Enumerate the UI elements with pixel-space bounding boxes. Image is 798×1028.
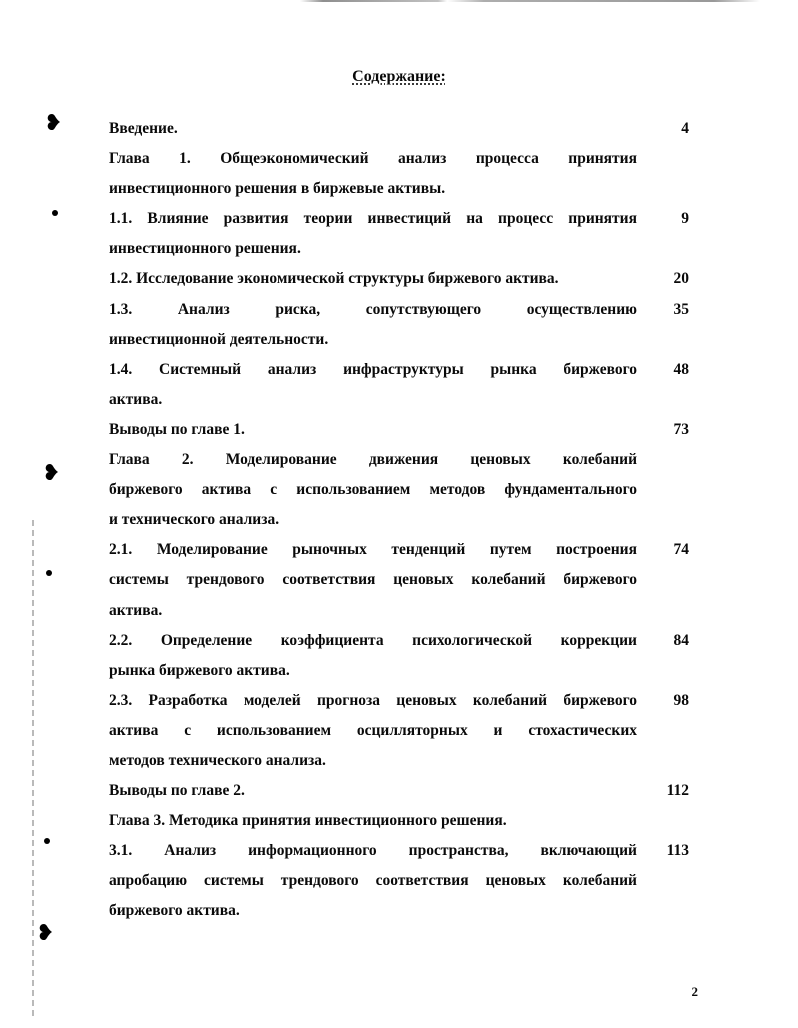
toc-entry	[109, 626, 689, 686]
binder-hole-mark: ❥	[44, 110, 63, 135]
toc-entry-text	[109, 144, 637, 204]
toc-entry-line: рынка биржевого актива.	[109, 661, 290, 679]
toc-entry-line: 2.3. Разработка моделей прогноза ценовых колебаний биржевого	[109, 691, 637, 709]
toc-entry-line: актива с использованием осцилляторных и стохастических	[109, 721, 637, 739]
toc-entry-page: 74	[673, 541, 689, 559]
toc-entry	[109, 144, 689, 204]
toc-entry-line: Выводы по главе 2.	[109, 782, 245, 800]
toc-entry-page: 35	[673, 300, 689, 318]
toc-entry-line: биржевого актива с использованием методов фундаментального	[109, 481, 637, 499]
toc-entry-text	[109, 535, 637, 625]
toc-entry-text	[109, 626, 637, 686]
binder-hole-mark: ❥	[42, 460, 61, 485]
toc-entry-line: Введение.	[109, 120, 178, 137]
toc-entry-line: инвестиционной деятельности.	[109, 330, 329, 348]
toc-entry-text	[109, 806, 637, 836]
toc-entry	[109, 264, 689, 294]
toc-entry	[109, 836, 689, 926]
toc-entry-page: 73	[673, 420, 689, 438]
toc-entry-line: методов технического анализа.	[109, 751, 326, 769]
binder-dot-mark	[52, 210, 58, 216]
toc-entry-line: инвестиционного решения в биржевые активы.	[109, 180, 446, 198]
toc-entry-text	[109, 264, 637, 294]
page-title-text: Содержание:	[352, 68, 446, 85]
toc-entry-text	[109, 836, 637, 926]
toc-entry-line: 1.3. Анализ риска, сопутствующего осуществлению	[109, 300, 637, 318]
toc-entry-line: актива.	[109, 390, 163, 408]
toc-entry-line: Выводы по главе 1.	[109, 420, 245, 438]
toc-entry	[109, 445, 689, 535]
toc-entry-text	[109, 445, 637, 535]
scan-artifact-top	[300, 0, 760, 2]
toc-entry	[109, 415, 689, 445]
toc-entry	[109, 295, 689, 355]
toc-entry	[109, 806, 689, 836]
toc-entry-page: 9	[681, 210, 689, 228]
toc-entry-page: 112	[666, 782, 689, 800]
scan-artifact-left-edge	[32, 520, 34, 1020]
toc-entry-text	[109, 204, 637, 264]
binder-hole-mark: ❥	[36, 920, 55, 945]
toc-entry-line: актива.	[109, 601, 163, 619]
toc-entry-text	[109, 415, 637, 445]
page-title	[0, 68, 798, 86]
toc-entry	[109, 355, 689, 415]
toc-entry	[109, 114, 689, 144]
toc-entry-line: Глава 1. Общеэкономический анализ процесса принятия	[109, 150, 637, 168]
toc-entry	[109, 776, 689, 806]
toc-entry-line: биржевого актива.	[109, 902, 240, 920]
toc-entry-page: 20	[673, 270, 689, 288]
toc-entry-line: 1.4. Системный анализ инфраструктуры рынка биржевого	[109, 360, 637, 378]
toc-entry-line: 2.2. Определение коэффициента психологической коррекции	[109, 631, 637, 649]
toc-entry-line: 1.2. Исследование экономической структуры биржевого актива.	[109, 270, 559, 288]
toc-entry-page: 84	[673, 631, 689, 649]
toc-entry-line: инвестиционного решения.	[109, 240, 301, 258]
toc-entry-line: 2.1. Моделирование рыночных тенденций путем построения	[109, 541, 637, 559]
page-number: 2	[691, 984, 698, 999]
toc-entry-line: Глава 3. Методика принятия инвестиционного решения.	[109, 812, 507, 830]
toc-entry-text	[109, 355, 637, 415]
toc-entry	[109, 535, 689, 625]
toc-entry-line: Глава 2. Моделирование движения ценовых колебаний	[109, 451, 637, 469]
toc-entry-text	[109, 114, 637, 144]
binder-dot-mark	[46, 570, 52, 576]
toc-entry-text	[109, 776, 637, 806]
toc-entry	[109, 204, 689, 264]
toc-entry-line: апробацию системы трендового соответствия ценовых колебаний	[109, 872, 637, 890]
binder-dot-mark	[44, 838, 50, 844]
toc-entry-page: 4	[681, 120, 689, 137]
toc-entry-page: 48	[673, 360, 689, 378]
toc-entry-line: системы трендового соответствия ценовых колебаний биржевого	[109, 571, 637, 589]
toc-entry-text	[109, 686, 637, 776]
toc-entry-page: 113	[666, 842, 689, 860]
toc-entry-text	[109, 295, 637, 355]
toc-entry	[109, 686, 689, 776]
toc-entry-page: 98	[673, 691, 689, 709]
toc-entry-line: 1.1. Влияние развития теории инвестиций на процесс принятия	[109, 210, 637, 228]
toc-entry-line: 3.1. Анализ информационного пространства, включающий	[109, 842, 637, 860]
table-of-contents	[109, 114, 689, 927]
toc-entry-line: и технического анализа.	[109, 511, 280, 529]
